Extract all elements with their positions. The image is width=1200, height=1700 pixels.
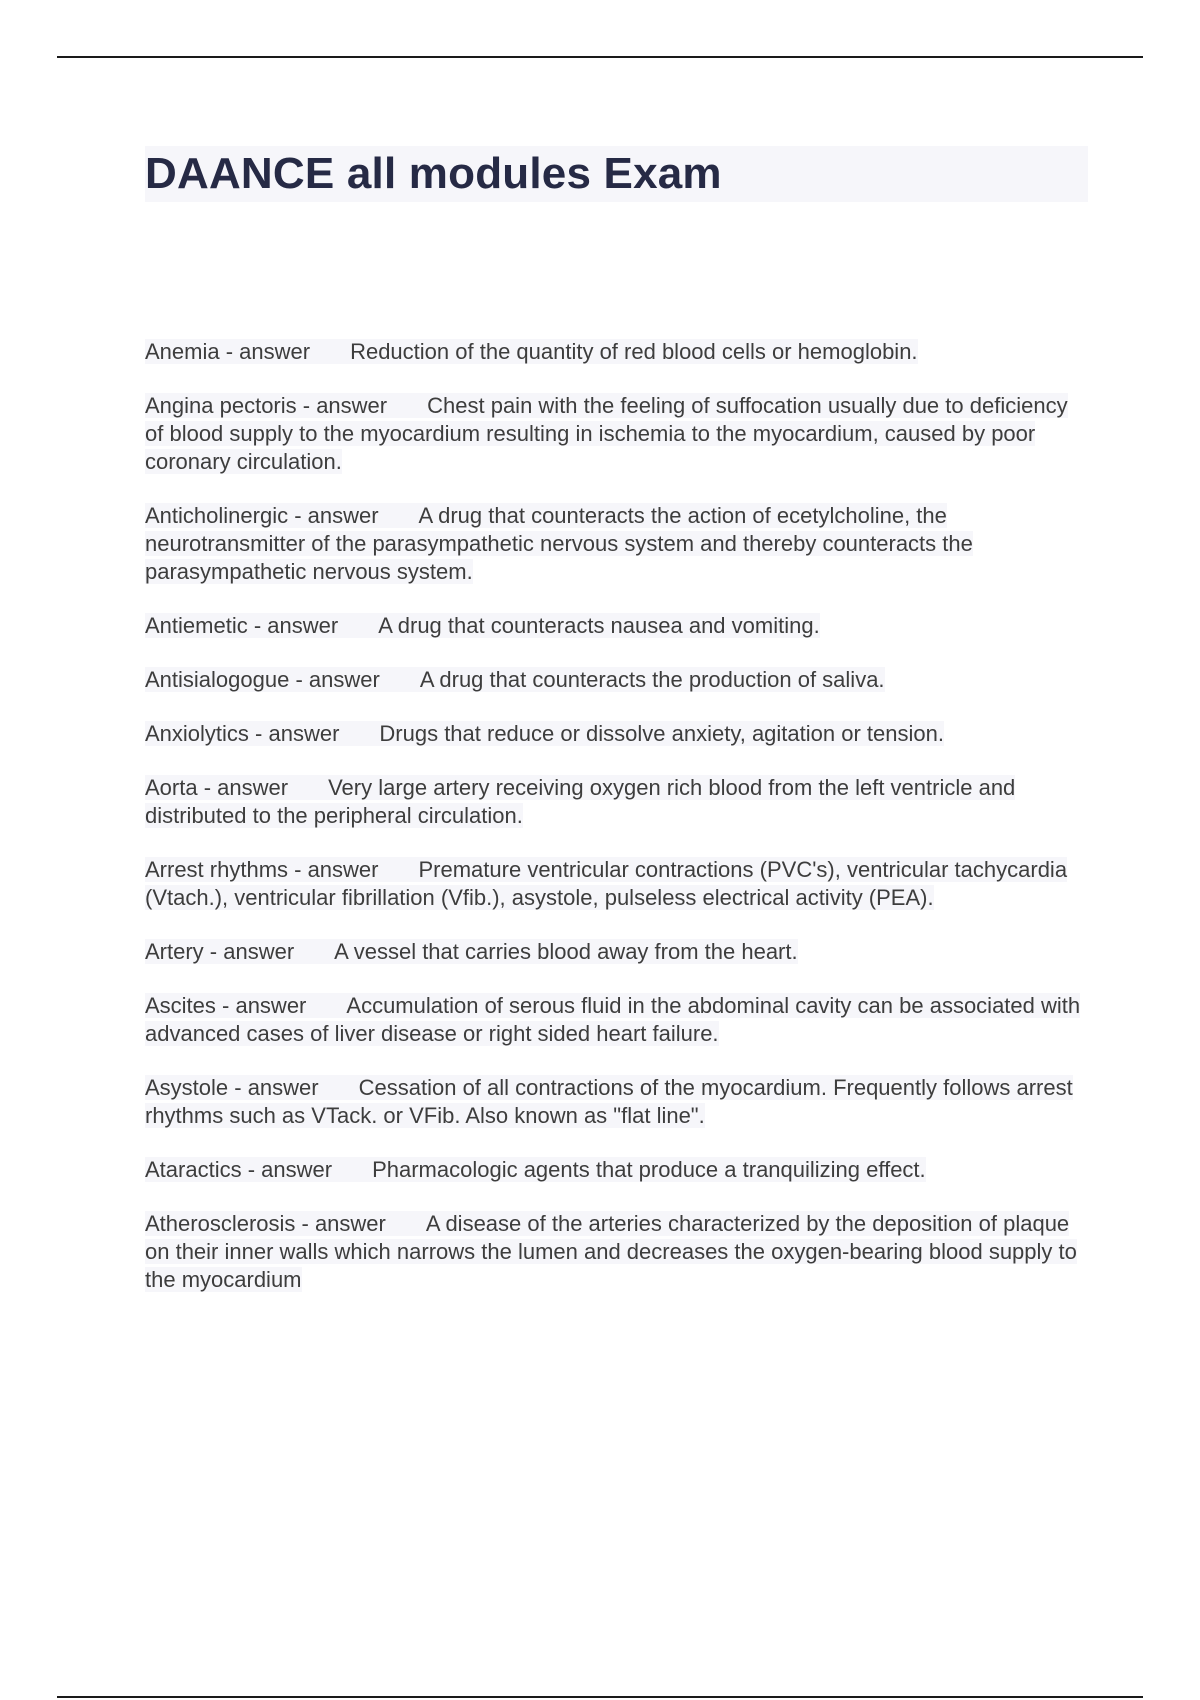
glossary-entry — [145, 392, 1085, 476]
entry-term: Antiemetic - answer — [145, 613, 339, 638]
entry-definition: A drug that counteracts the action of ecetylcholine, the neurotransmitter of the parasympathetic nervous system and thereby counteracts the parasympathetic nervous system. — [145, 503, 973, 584]
entry-term: Arrest rhythms - answer — [145, 857, 379, 882]
glossary-entry — [145, 1210, 1085, 1294]
glossary-entry — [145, 720, 1085, 748]
title-block — [145, 146, 1088, 202]
glossary-entry — [145, 666, 1085, 694]
entry-definition: Accumulation of serous fluid in the abdominal cavity can be associated with advanced cases of liver disease or right sided heart failure. — [145, 993, 1081, 1046]
entry-term: Asystole - answer — [145, 1075, 319, 1100]
entry-definition: A drug that counteracts nausea and vomiting. — [378, 613, 820, 638]
entry-term: Angina pectoris - answer — [145, 393, 388, 418]
entry-definition: A disease of the arteries characterized by the deposition of plaque on their inner walls which narrows the lumen and decreases the oxygen-bearing blood supply to the myocardium — [145, 1211, 1077, 1292]
glossary-list — [145, 338, 1085, 1320]
glossary-entry — [145, 938, 1085, 966]
entry-term: Atherosclerosis - answer — [145, 1211, 386, 1236]
entry-term: Aorta - answer — [145, 775, 289, 800]
entry-definition: Pharmacologic agents that produce a tranquilizing effect. — [372, 1157, 926, 1182]
glossary-entry — [145, 1156, 1085, 1184]
entry-definition: Cessation of all contractions of the myocardium. Frequently follows arrest rhythms such as VTack. or VFib. Also known as "flat line". — [145, 1075, 1073, 1128]
entry-definition: Reduction of the quantity of red blood cells or hemoglobin. — [350, 339, 918, 364]
page-title: DAANCE all modules Exam — [145, 149, 722, 198]
entry-term: Anticholinergic - answer — [145, 503, 379, 528]
entry-definition: Very large artery receiving oxygen rich blood from the left ventricle and distributed to the peripheral circulation. — [145, 775, 1016, 828]
entry-definition: Chest pain with the feeling of suffocation usually due to deficiency of blood supply to the myocardium resulting in ischemia to the myocardium, caused by poor coronary circulation. — [145, 393, 1068, 474]
entry-term: Ataractics - answer — [145, 1157, 333, 1182]
footer-rule — [57, 1696, 1143, 1698]
glossary-entry — [145, 612, 1085, 640]
glossary-entry — [145, 992, 1085, 1048]
entry-definition: A drug that counteracts the production of saliva. — [419, 667, 885, 692]
glossary-entry — [145, 338, 1085, 366]
glossary-entry — [145, 1074, 1085, 1130]
entry-definition: Premature ventricular contractions (PVC's), ventricular tachycardia (Vtach.), ventricular fibrillation (Vfib.), asystole, pulseless electrical activity (PEA). — [145, 857, 1068, 910]
entry-term: Artery - answer — [145, 939, 295, 964]
glossary-entry — [145, 774, 1085, 830]
entry-definition: A vessel that carries blood away from the heart. — [334, 939, 798, 964]
entry-term: Antisialogogue - answer — [145, 667, 380, 692]
entry-term: Anemia - answer — [145, 339, 311, 364]
glossary-entry — [145, 856, 1085, 912]
entry-term: Anxiolytics - answer — [145, 721, 340, 746]
glossary-entry — [145, 502, 1085, 586]
header-rule — [57, 56, 1143, 58]
entry-definition: Drugs that reduce or dissolve anxiety, agitation or tension. — [379, 721, 944, 746]
entry-term: Ascites - answer — [145, 993, 307, 1018]
